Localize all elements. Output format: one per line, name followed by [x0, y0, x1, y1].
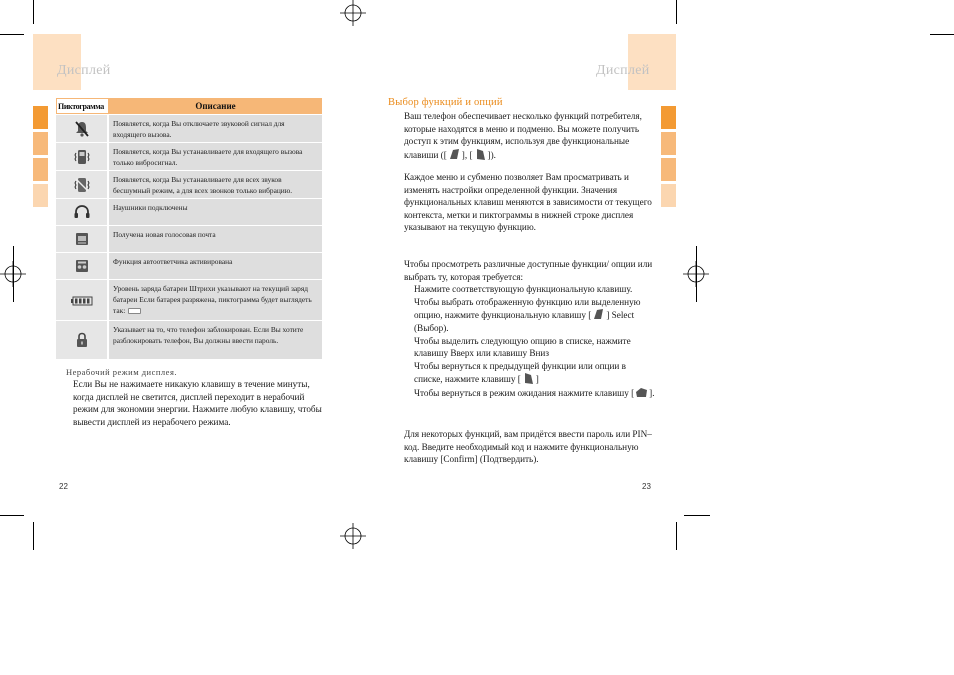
- body-paragraph: [404, 110, 656, 161]
- instruction-step: Чтобы вернуться в режим ожидания нажмите клавишу [ ].: [414, 387, 655, 398]
- page-title-left: Дисплей: [57, 63, 111, 78]
- table-row: [56, 199, 322, 225]
- empty-battery-icon: [128, 308, 141, 314]
- crop-mark: [676, 522, 677, 550]
- crop-mark: [33, 522, 34, 550]
- end-key-icon: [635, 386, 648, 399]
- table-row: [56, 171, 322, 198]
- side-tab: [661, 132, 676, 155]
- side-tab: [661, 184, 676, 207]
- body-paragraph: Каждое меню и субменю позволяет Вам просматривать и изменять настройки определенной функции. Значения функциональных клавиш меняются в зависимости от текущего контекста, метки и пиктограммы в нижней строке дисплея указывают на текущую функцию.: [404, 172, 652, 233]
- section-heading: Выбор функций и опций: [388, 97, 503, 108]
- table-header-icon: Пиктограмма: [56, 98, 109, 114]
- side-tab: [33, 158, 48, 181]
- side-tab: [661, 158, 676, 181]
- registration-mark-icon: [340, 0, 366, 26]
- table-row: [56, 226, 322, 252]
- table-header-row: [56, 98, 322, 114]
- left-soft-key-icon: [592, 308, 605, 321]
- table-row: [56, 115, 322, 142]
- instruction-step: Нажмите соответствующую функциональную клавишу.: [414, 284, 633, 295]
- table-description: Наушники подключены: [109, 199, 322, 225]
- header-tab-right: [628, 34, 676, 90]
- voicemail-icon: [74, 231, 90, 247]
- table-row: [56, 253, 322, 279]
- instruction-step: Чтобы выбрать отображенную функцию или выделенную опцию, нажмите функциональную клавишу [ ] Select (Выбор).: [414, 296, 641, 333]
- side-tab: [33, 184, 48, 207]
- silent-vibrate-icon: [73, 176, 91, 194]
- side-tab: [33, 106, 48, 129]
- table-row: [56, 280, 322, 320]
- table-description: Появляется, когда Вы отключаете звуковой сигнал для входящего вызова.: [109, 115, 322, 142]
- table-description: Появляется, когда Вы устанавливаете для всех звуков бесшумный режим, а для всех звонков только вибрацию.: [109, 171, 322, 198]
- page-number-left: 22: [59, 482, 68, 491]
- crop-mark: [33, 0, 34, 24]
- table-description: Уровень заряда батареи Штрихи указывают на текущий заряд батареи Если батарея разряжена, пиктограмма будет выглядеть так:: [113, 284, 312, 315]
- side-tab: [661, 106, 676, 129]
- right-soft-key-icon: [474, 148, 487, 161]
- vibrate-icon: [73, 148, 91, 166]
- bell-off-icon: [74, 120, 90, 138]
- right-soft-key-icon: [522, 372, 535, 385]
- crop-mark: [930, 34, 954, 35]
- paragraph-text: ], [: [461, 149, 473, 160]
- table-description: Появляется, когда Вы устанавливаете для входящего вызова только вибросигнал.: [109, 143, 322, 170]
- paragraph-text: ]).: [487, 149, 496, 160]
- paragraph-text: Чтобы просмотреть различные доступные функции/ опции или выбрать ту, которая требуется:: [404, 259, 653, 282]
- side-tab: [33, 132, 48, 155]
- crop-mark: [676, 0, 677, 24]
- instruction-step: Чтобы вернуться к предыдущей функции или опции в списке, нажмите клавишу [ ]: [414, 360, 626, 385]
- crop-mark: [0, 34, 24, 35]
- crop-mark: [696, 246, 697, 302]
- paragraph-text: Ваш телефон обеспечивает несколько функций потребителя, которые находятся в меню и подменю. Вы можете получить доступ к этим функциям, используя две функциональные клавиши ([: [404, 111, 642, 160]
- page-title-right: Дисплей: [596, 63, 650, 78]
- crop-mark: [0, 515, 24, 516]
- table-row: [56, 321, 322, 359]
- table-description: Указывает на то, что телефон заблокирован. Если Вы хотите разблокировать телефон, Вы должны ввести пароль.: [109, 321, 322, 359]
- registration-mark-icon: [340, 523, 366, 549]
- crop-mark: [684, 515, 710, 516]
- section-subtitle: Нерабочий режим дисплея.: [66, 367, 177, 377]
- icon-table: [56, 97, 322, 360]
- body-paragraph: Для некоторых функций, вам придётся ввести пароль или PIN–код. Введите необходимый код и нажмите функциональную клавишу [Confirm] (Подтвердить).: [404, 429, 652, 465]
- instructions-block: [404, 258, 656, 400]
- table-description: Получена новая голосовая почта: [109, 226, 322, 252]
- instruction-step: Чтобы выделить следующую опцию в списке, нажмите клавишу Вверх или клавишу Вниз: [414, 335, 631, 359]
- page-number-right: 23: [642, 482, 651, 491]
- table-description: Функция автоответчика активирована: [109, 253, 322, 279]
- headset-icon: [73, 204, 91, 220]
- left-soft-key-icon: [448, 148, 461, 161]
- table-row: [56, 143, 322, 170]
- battery-icon: [71, 296, 93, 306]
- header-tab-left: [33, 34, 81, 90]
- body-paragraph: Если Вы не нажимаете никакую клавишу в течение минуты, когда дисплей не светится, дисплей переходит в нерабочий режим для экономии энергии. Нажмите любую клавишу, чтобы вывести дисплей из нерабочего режима.: [73, 379, 322, 427]
- answering-machine-icon: [74, 258, 90, 274]
- crop-mark: [13, 246, 14, 302]
- table-header-description: Описание: [109, 98, 322, 114]
- lock-icon: [74, 331, 90, 349]
